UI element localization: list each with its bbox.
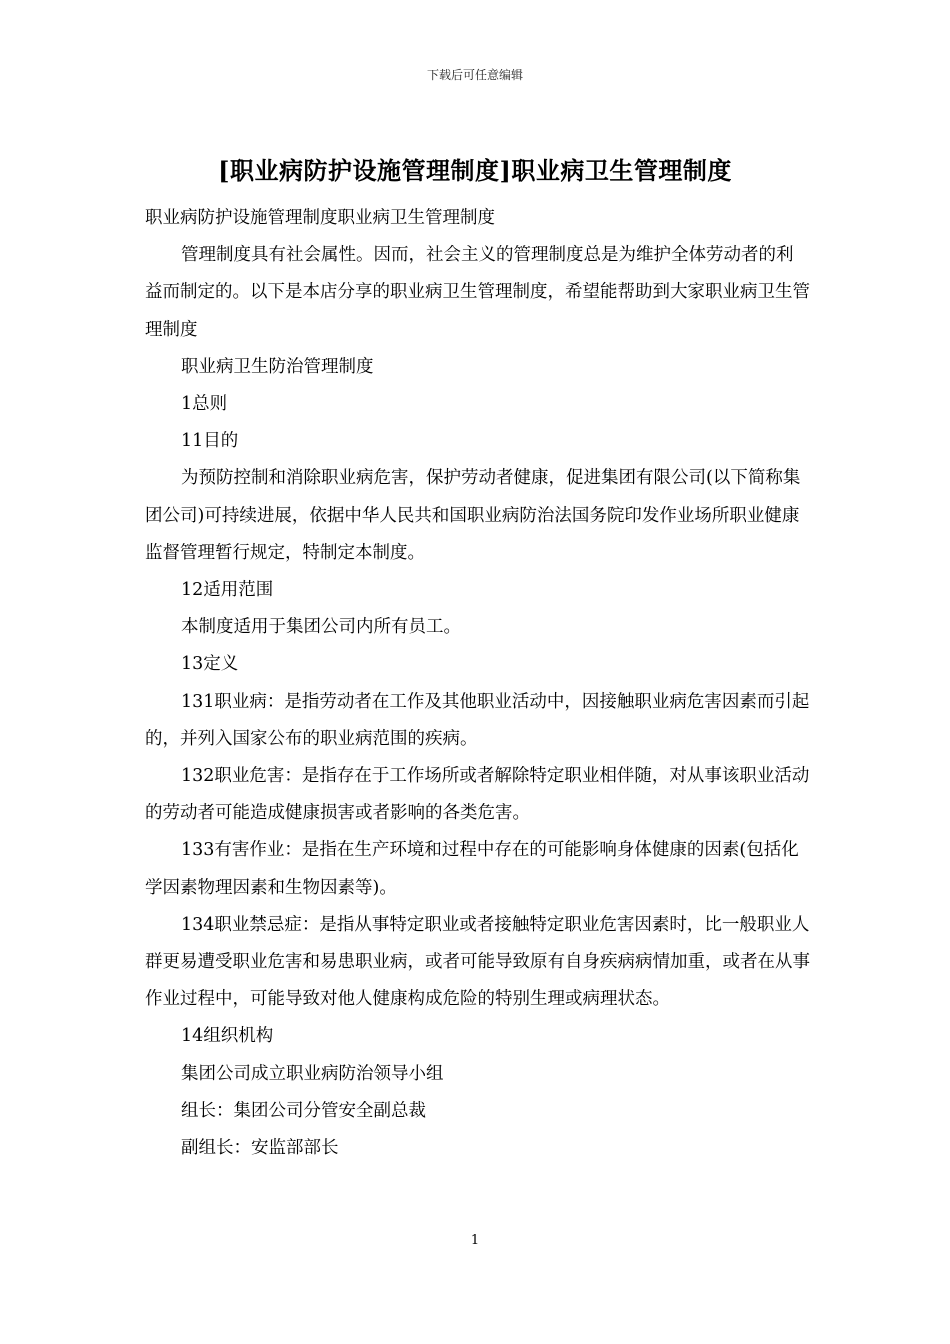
document-body bbox=[145, 200, 810, 1167]
paragraph: 集团公司成立职业病防治领导小组 bbox=[181, 1063, 444, 1084]
paragraph: 组长：集团公司分管安全副总裁 bbox=[181, 1100, 426, 1121]
document-title: [职业病防护设施管理制度]职业病卫生管理制度 bbox=[218, 156, 732, 185]
paragraph: 管理制度具有社会属性。因而，社会主义的管理制度总是为维护全体劳动者的利益而制定的。以下是本店分享的职业病卫生管理制度，希望能帮助到大家职业病卫生管理制度 bbox=[145, 245, 810, 340]
section-heading: 11目的 bbox=[181, 431, 239, 452]
section-heading: 13定义 bbox=[181, 654, 239, 675]
paragraph: 副组长：安监部部长 bbox=[181, 1138, 339, 1159]
section-heading: 1总则 bbox=[181, 394, 228, 415]
paragraph: 本制度适用于集团公司内所有员工。 bbox=[181, 617, 461, 638]
paragraph: 为预防控制和消除职业病危害，保护劳动者健康，促进集团有限公司(以下简称集团公司)可持续进展，依据中华人民共和国职业病防治法国务院印发作业场所职业健康监督管理暂行规定，特制定本制度。 bbox=[145, 468, 801, 563]
page-number: 1 bbox=[470, 1233, 480, 1248]
header-note: 下载后可任意编辑 bbox=[426, 68, 523, 82]
paragraph: 134职业禁忌症：是指从事特定职业或者接触特定职业危害因素时，比一般职业人群更易遭受职业危害和易患职业病，或者可能导致原有自身疾病病情加重，或者在从事作业过程中，可能导致对他人健康构成危险的特别生理或病理状态。 bbox=[145, 914, 810, 1010]
paragraph: 133有害作业：是指在生产环境和过程中存在的可能影响身体健康的因素(包括化学因素物理因素和生物因素等)。 bbox=[145, 840, 799, 898]
section-heading: 14组织机构 bbox=[181, 1026, 274, 1047]
paragraph: 132职业危害：是指存在于工作场所或者解除特定职业相伴随，对从事该职业活动的劳动者可能造成健康损害或者影响的各类危害。 bbox=[145, 766, 810, 824]
section-heading: 12适用范围 bbox=[181, 580, 274, 601]
subtitle-paragraph: 职业病防护设施管理制度职业病卫生管理制度 bbox=[145, 208, 495, 228]
paragraph: 131职业病：是指劳动者在工作及其他职业活动中，因接触职业病危害因素而引起的，并列入国家公布的职业病范围的疾病。 bbox=[145, 691, 810, 749]
section-heading: 职业病卫生防治管理制度 bbox=[181, 356, 374, 377]
